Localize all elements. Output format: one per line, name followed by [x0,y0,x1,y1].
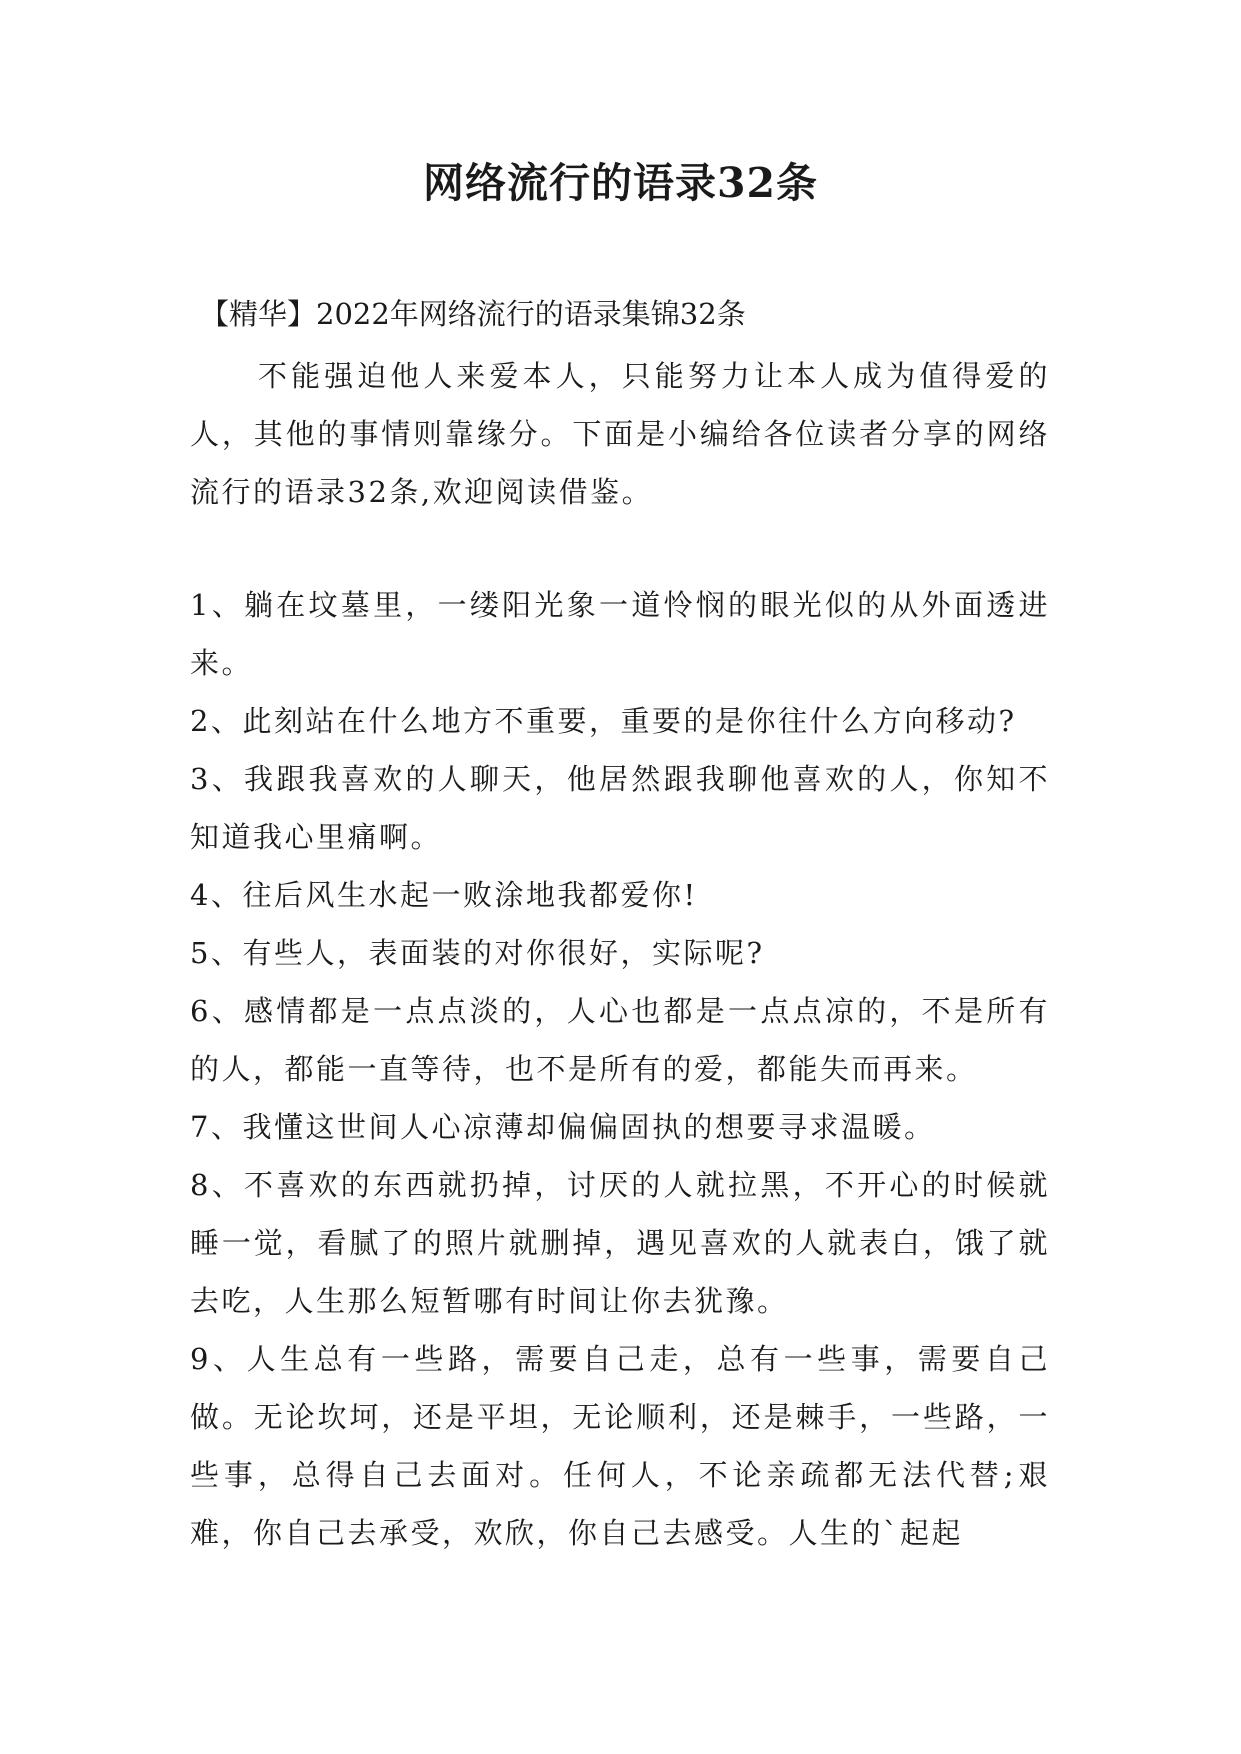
quote-item-2: 2、此刻站在什么地方不重要，重要的是你往什么方向移动? [190,704,1017,738]
quote-list [190,576,1050,1562]
quote-item-6: 6、感情都是一点点淡的，人心也都是一点点凉的，不是所有的人，都能一直等待，也不是所有的爱，都能失而再来。 [190,994,1050,1086]
quote-item-4: 4、往后风生水起一败涂地我都爱你! [190,878,698,912]
quote-item-5: 5、有些人，表面装的对你很好，实际呢? [190,936,765,970]
document-title: 网络流行的语录32条 [422,159,819,207]
quote-item-7: 7、我懂这世间人心凉薄却偏偏固执的想要寻求温暖。 [190,1110,936,1144]
document-subtitle: 【精华】2022年网络流行的语录集锦32条 [200,297,746,331]
quote-item-1: 1、躺在坟墓里，一缕阳光象一道怜悯的眼光似的从外面透进来。 [190,588,1050,680]
intro-paragraph: 不能强迫他人来爱本人，只能努力让本人成为值得爱的人，其他的事情则靠缘分。下面是小编给各位读者分享的网络流行的语录32条,欢迎阅读借鉴。 [190,359,1050,509]
quote-item-3: 3、我跟我喜欢的人聊天，他居然跟我聊他喜欢的人，你知不知道我心里痛啊。 [190,762,1050,854]
quote-item-9: 9、人生总有一些路，需要自己走，总有一些事，需要自己做。无论坎坷，还是平坦，无论顺利，还是棘手，一些路，一些事，总得自己去面对。任何人，不论亲疏都无法代替;艰难，你自己去承受，欢欣，你自己去感受。人生的`起起 [190,1342,1050,1550]
quote-item-8: 8、不喜欢的东西就扔掉，讨厌的人就拉黑，不开心的时候就睡一觉，看腻了的照片就删掉，遇见喜欢的人就表白，饿了就去吃，人生那么短暂哪有时间让你去犹豫。 [190,1168,1050,1318]
